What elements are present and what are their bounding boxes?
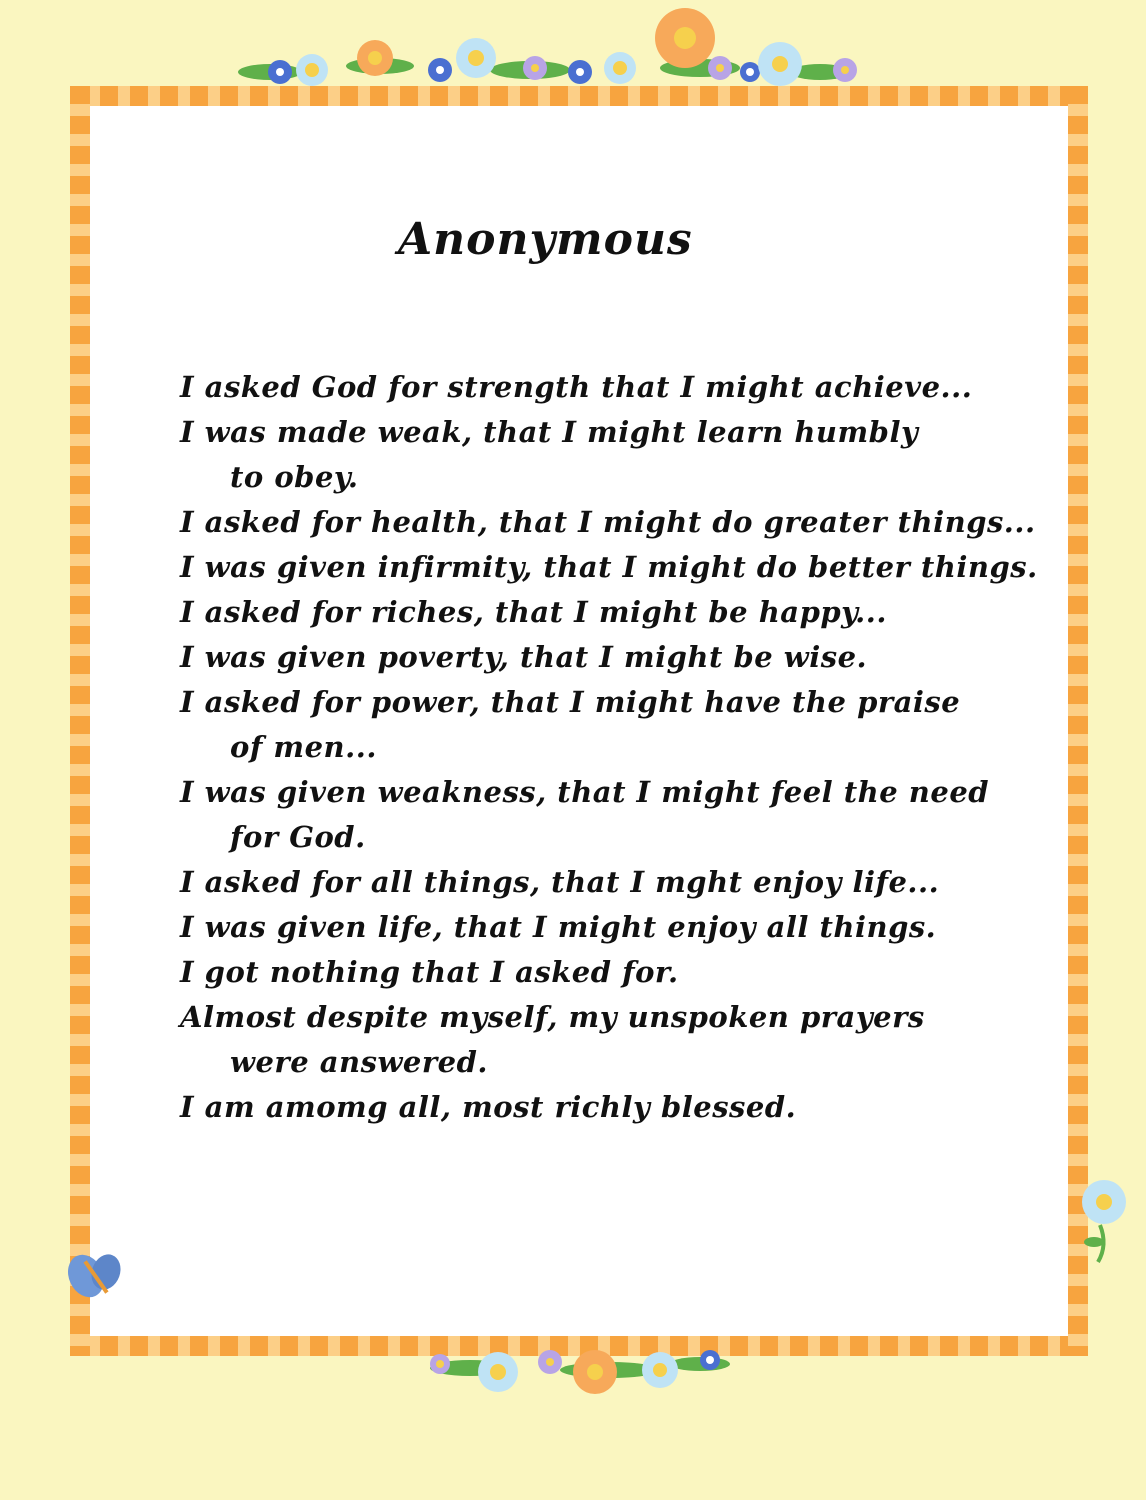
daisy-icon — [1080, 1170, 1140, 1265]
poem-line: I am amomg all, most richly blessed. — [180, 1090, 797, 1124]
frame-right-edge — [1068, 86, 1088, 1356]
poem-line: were answered. — [230, 1045, 488, 1079]
poem-line: to obey. — [230, 460, 359, 494]
poem-line: I was given poverty, that I might be wise. — [180, 640, 868, 674]
poem-line: I got nothing that I asked for. — [180, 955, 679, 989]
poem-line: I asked God for strength that I might achieve... — [180, 370, 973, 404]
poem-line: I was given weakness, that I might feel the need — [180, 775, 990, 809]
poem-line: Almost despite myself, my unspoken prayers — [180, 1000, 925, 1034]
poem-line: I asked for all things, that I mght enjoy life... — [180, 865, 940, 899]
poem-line: for God. — [230, 820, 366, 854]
flower-garland-top — [230, 0, 870, 100]
poem-line: I was given life, that I might enjoy all things. — [180, 910, 937, 944]
butterfly-icon — [66, 1248, 126, 1304]
poem-line: I asked for health, that I might do greater things... — [180, 505, 1036, 539]
flower-garland-bottom — [410, 1348, 740, 1408]
poem-line: I was made weak, that I might learn humbly — [180, 415, 919, 449]
frame-left-edge — [70, 86, 90, 1356]
poem-line: I asked for riches, that I might be happy... — [180, 595, 887, 629]
poem-line: I was given infirmity, that I might do better things. — [180, 550, 1038, 584]
poem — [180, 365, 1060, 1130]
page-title: Anonymous — [398, 214, 693, 265]
poem-line: I asked for power, that I might have the praise — [180, 685, 961, 719]
poem-line: of men... — [230, 730, 377, 764]
